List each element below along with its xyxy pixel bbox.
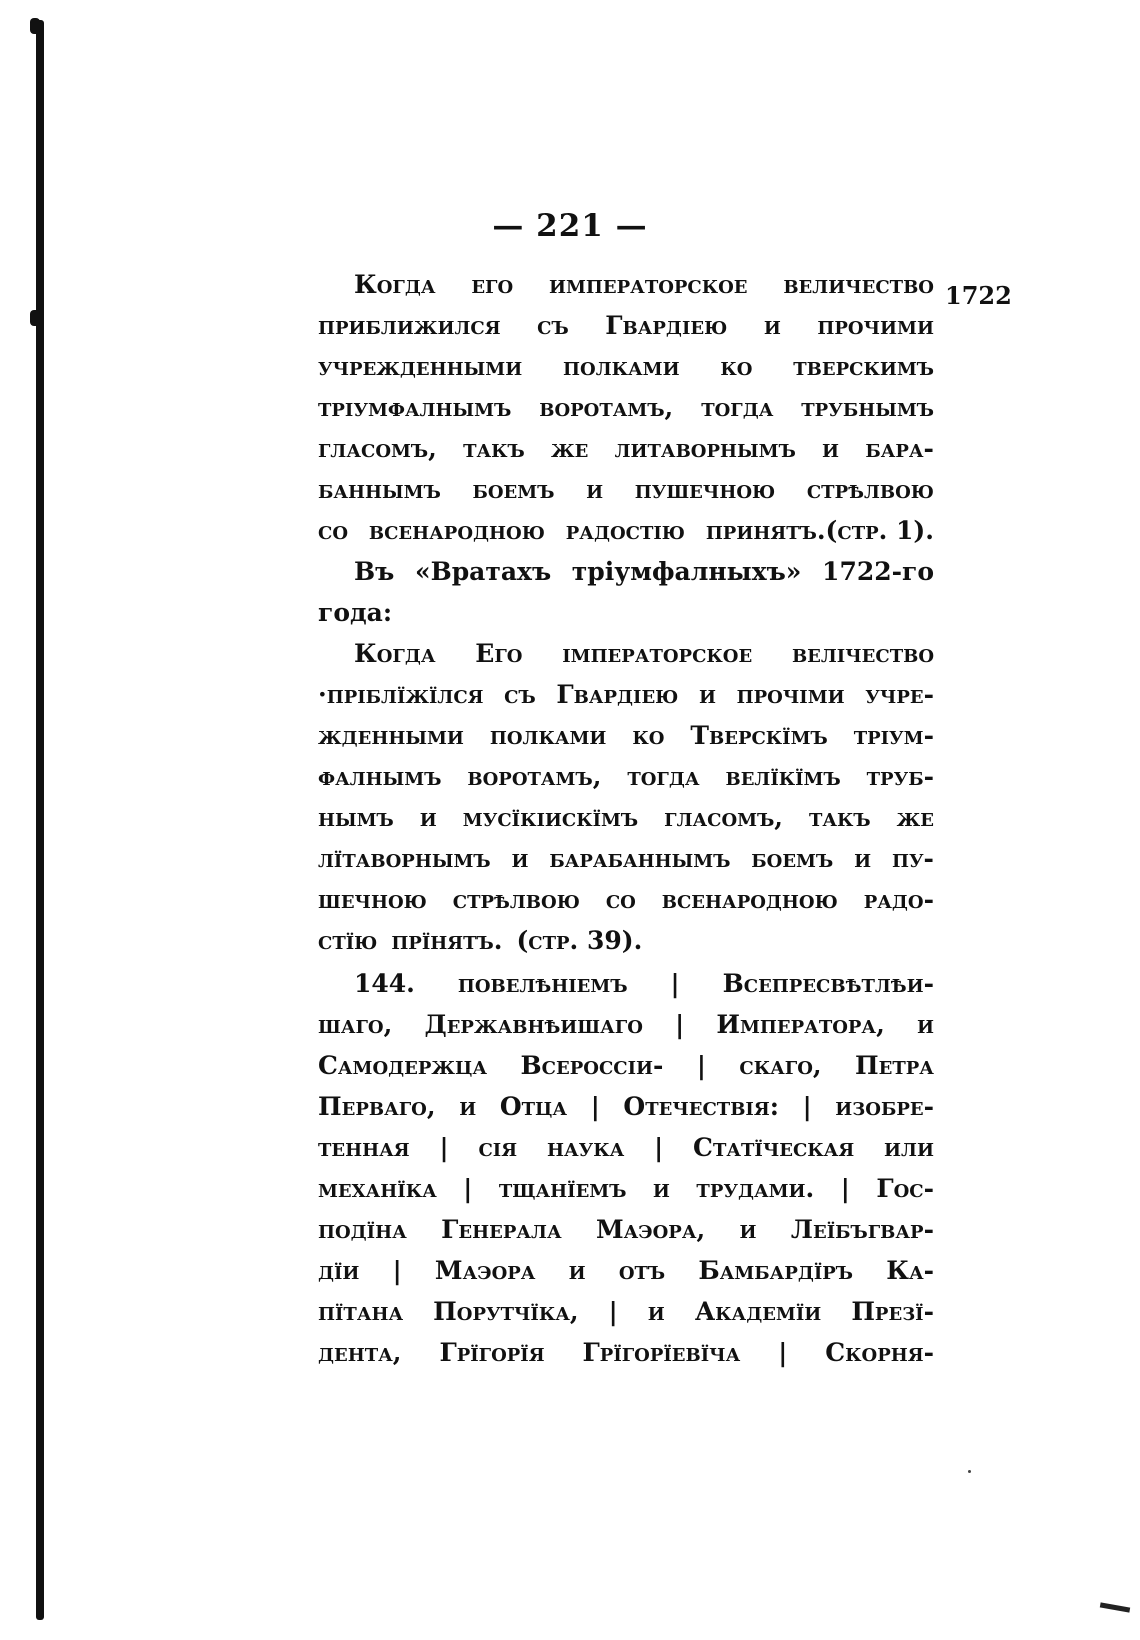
text-line [318,963,934,1004]
word: пу- [891,844,934,873]
word: | [696,1051,706,1080]
word: | [840,1174,850,1203]
text-line [318,920,934,961]
word: стїю [318,926,378,955]
word: тщанїемъ [498,1174,627,1203]
word: тенная [318,1133,410,1162]
word: тріумфалнымъ [318,393,512,422]
word: Презї- [851,1297,934,1326]
word: нымъ [318,803,394,832]
word: Когда [354,270,436,299]
word: радостію [565,516,685,545]
word: Отечествія: [623,1092,779,1121]
word: полками [563,352,680,381]
word: скаго, [739,1051,822,1080]
text-line [318,428,934,469]
word: Скорня- [825,1338,934,1367]
word: | [463,1174,473,1203]
text-line [318,305,934,346]
word: ·пріблїжїлся [318,680,484,709]
word: Въ [354,557,395,586]
text-line [318,1332,934,1373]
word: пушечною [634,475,776,504]
word: и [586,475,604,504]
binding-notch [30,310,40,326]
word: боемъ [472,475,555,504]
word: наука [546,1133,625,1162]
word: прочими [817,311,934,340]
word: тріумфалныхъ» [571,557,802,586]
word: сія [478,1133,518,1162]
word: повелѣніемъ [457,969,628,998]
word: принятъ.(стр. 1). [705,516,934,545]
word: Императора, [716,1010,885,1039]
word: трубнымъ [801,393,934,422]
word: же [896,803,934,832]
word: и [916,1010,934,1039]
word: (стр. 39). [516,926,643,955]
word: Его [475,639,523,668]
word: тогда [701,393,774,422]
word: | [654,1133,664,1162]
word: Всероссіи- [520,1051,664,1080]
word: труб- [866,762,934,791]
text-line [318,510,934,551]
word: ко [632,721,665,750]
word: | [590,1092,600,1121]
text-line [318,469,934,510]
text-line [318,264,934,305]
word: барабаннымъ [549,844,731,873]
text-line [318,1291,934,1332]
word: 144. [354,969,415,998]
word: жденными [318,721,464,750]
word: | [802,1092,812,1121]
text-line [318,715,934,756]
word: и [698,680,716,709]
text-line [318,879,934,920]
word: такъ [463,434,525,463]
scan-corner-mark [1100,1602,1130,1612]
word: Отца [499,1092,568,1121]
text-line [318,1209,934,1250]
word: | [670,969,680,998]
word: года: [318,598,393,627]
word: лїтаворнымъ [318,844,491,873]
text-line [318,1168,934,1209]
word: | [439,1133,449,1162]
word: Перваго, [318,1092,436,1121]
word: тріум- [853,721,934,750]
word: імператорское [562,639,753,668]
word: со [318,516,349,545]
word: воротамъ, [467,762,602,791]
word: и [854,844,872,873]
word: со [605,885,636,914]
word: Гвардіею [605,311,728,340]
word: и [647,1297,665,1326]
text-line [318,797,934,838]
word: отъ [618,1256,666,1285]
word: Генерала [441,1215,562,1244]
word: воротамъ, [539,393,674,422]
text-line [318,387,934,428]
word: | [392,1256,402,1285]
text-line [318,633,934,674]
word: боемъ [751,844,834,873]
word: стрѣлвою [806,475,934,504]
word: Леїбъгвар- [790,1215,934,1244]
word: велїкїмъ [725,762,841,791]
word: литаворнымъ [614,434,796,463]
word: трудами. [696,1174,815,1203]
word: Самодержца [318,1051,488,1080]
text-line [318,1127,934,1168]
word: мусїкіискїмъ [462,803,639,832]
word: гласомъ, [318,434,437,463]
word: и [739,1215,757,1244]
word: Грїгорїевїча [582,1338,741,1367]
word: учре- [865,680,934,709]
word: и [652,1174,670,1203]
word: Гос- [876,1174,934,1203]
word: радо- [863,885,934,914]
word: всенародною [661,885,838,914]
text-line [318,674,934,715]
word: Ка- [886,1256,934,1285]
paragraph-2 [318,551,934,633]
word: и [822,434,840,463]
word: Статїческая [693,1133,855,1162]
word: и [459,1092,477,1121]
word: приближился [318,311,501,340]
word: стрѣлвою [452,885,580,914]
text-line [318,1004,934,1045]
word: и [568,1256,586,1285]
word: подїна [318,1215,407,1244]
text-line [318,346,934,387]
text-line [318,756,934,797]
word: или [884,1133,934,1162]
word: бара- [865,434,934,463]
word: Петра [855,1051,934,1080]
paragraph-4 [318,963,934,1373]
word: Бамбардїръ [698,1256,854,1285]
word: такъ [809,803,871,832]
word: дента, [318,1338,402,1367]
word: императорское [548,270,748,299]
word: пїтана [318,1297,404,1326]
word: ко [720,352,753,381]
word: велічество [791,639,934,668]
word: Тверскїмъ [690,721,828,750]
word: Академїи [694,1297,822,1326]
word: его [471,270,514,299]
word: Маэора [434,1256,536,1285]
word: всенародною [368,516,545,545]
word: прочіми [736,680,845,709]
word: же [551,434,589,463]
word: шаго, [318,1010,393,1039]
margin-year: 1722 [945,281,1012,310]
text-line [318,1045,934,1086]
word: съ [537,311,569,340]
text-line [318,838,934,879]
page-number: — 221 — [492,208,648,244]
word: и [763,311,781,340]
word: Когда [354,639,436,668]
text-line [318,1250,934,1291]
page-binding-edge [36,20,44,1620]
word: гласомъ, [664,803,783,832]
word: полками [489,721,607,750]
text-line [318,592,934,633]
scan-speck [968,1470,971,1473]
word: съ [504,680,536,709]
word: Порутчїка, [433,1297,579,1326]
word: механїка [318,1174,437,1203]
word: Маэора, [595,1215,706,1244]
word: изобре- [835,1092,934,1121]
word: шечною [318,885,427,914]
word: тогда [627,762,700,791]
word: величество [783,270,934,299]
word: прїнятъ. [391,926,503,955]
word: | [778,1338,788,1367]
word: и [511,844,529,873]
word: | [675,1010,685,1039]
text-line [318,551,934,592]
paragraph-3 [318,633,934,961]
word: Гвардіею [556,680,679,709]
binding-notch [30,18,40,34]
word: | [608,1297,618,1326]
word: дїи [318,1256,360,1285]
word: «Вратахъ [414,557,552,586]
text-line [318,1086,934,1127]
word: Всепресвѣтлѣи- [722,969,934,998]
word: фалнымъ [318,762,442,791]
word: учрежденными [318,352,523,381]
word: тверскимъ [793,352,934,381]
word: Грїгорїя [439,1338,545,1367]
word: Державнѣишаго [424,1010,643,1039]
word: и [419,803,437,832]
word: баннымъ [318,475,441,504]
paragraph-1 [318,264,934,551]
word: 1722-го [822,557,934,586]
